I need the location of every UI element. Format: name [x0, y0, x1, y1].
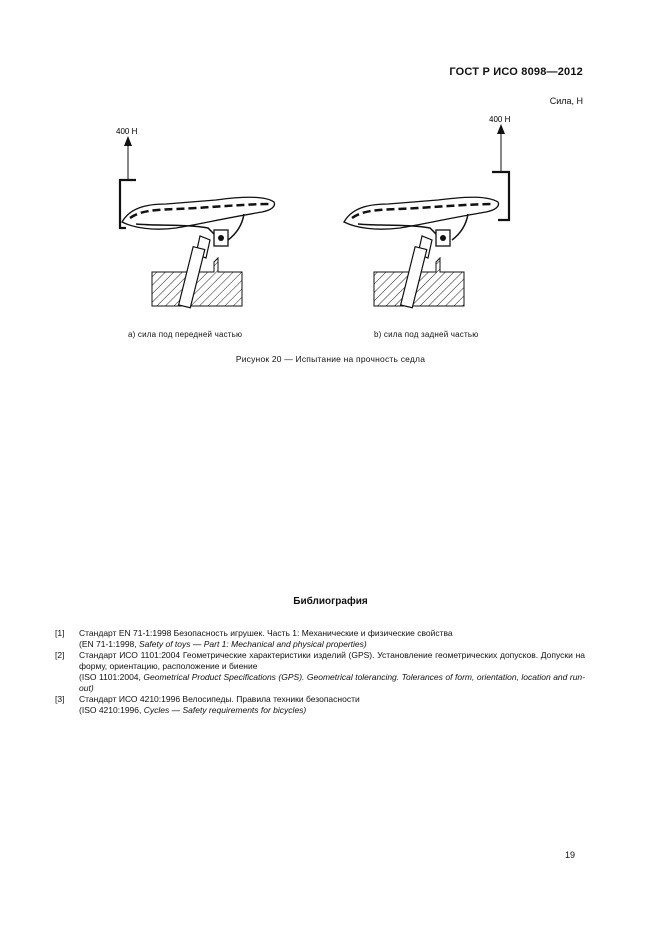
force-label-b: 400 Н [489, 115, 511, 124]
entry-number: [1] [55, 628, 65, 638]
figure-title: Рисунок 20 — Испытание на прочность седла [235, 354, 426, 364]
entry-main-text: Стандарт ИСО 4210:1996 Велосипеды. Правила техники безопасности [79, 694, 360, 704]
bibliography-entry [55, 628, 585, 650]
drawing-a [116, 127, 275, 308]
drawing-b [344, 115, 511, 308]
force-label-a: 400 Н [116, 127, 138, 136]
saddle-test-figure [96, 112, 536, 324]
clamp-bolt-b [440, 235, 446, 241]
entry-number: [2] [55, 650, 65, 660]
units-label: Сила, Н [549, 96, 583, 106]
page-number: 19 [564, 850, 575, 860]
bibliography-entry [55, 694, 585, 716]
caption-a: а) сила под передней частью [128, 330, 243, 339]
entry-original-reference: (EN 71-1:1998, Safety of toys — Part 1: Mechanical and physical properties) [79, 639, 367, 649]
caption-b: b) сила под задней частью [374, 330, 479, 339]
clamp-bolt-a [218, 235, 224, 241]
entry-main-text: Стандарт ИСО 1101:2004 Геометрические характеристики изделий (GPS). Установление геометрических допусков. Допуски на форму, ориентацию, расположение и биение [79, 650, 585, 671]
bibliography-title: Библиография [293, 596, 368, 607]
entry-number: [3] [55, 694, 65, 704]
entry-main-text: Стандарт EN 71-1:1998 Безопасность игрушек. Часть 1: Механические и физические свойства [79, 628, 453, 638]
entry-original-reference: (ISO 1101:2004, Geometrical Product Specifications (GPS). Geometrical tolerancing. Tolerances of form, orientation, location and run-out) [79, 672, 585, 693]
bibliography-list [55, 628, 585, 716]
entry-original-reference: (ISO 4210:1996, Cycles — Safety requirements for bicycles) [79, 705, 307, 715]
load-bracket-b [492, 172, 509, 220]
document-code: ГОСТ Р ИСО 8098—2012 [449, 66, 583, 78]
bibliography-entry [55, 650, 585, 694]
arrow-head-b [497, 124, 505, 134]
arrow-head-a [124, 136, 132, 146]
